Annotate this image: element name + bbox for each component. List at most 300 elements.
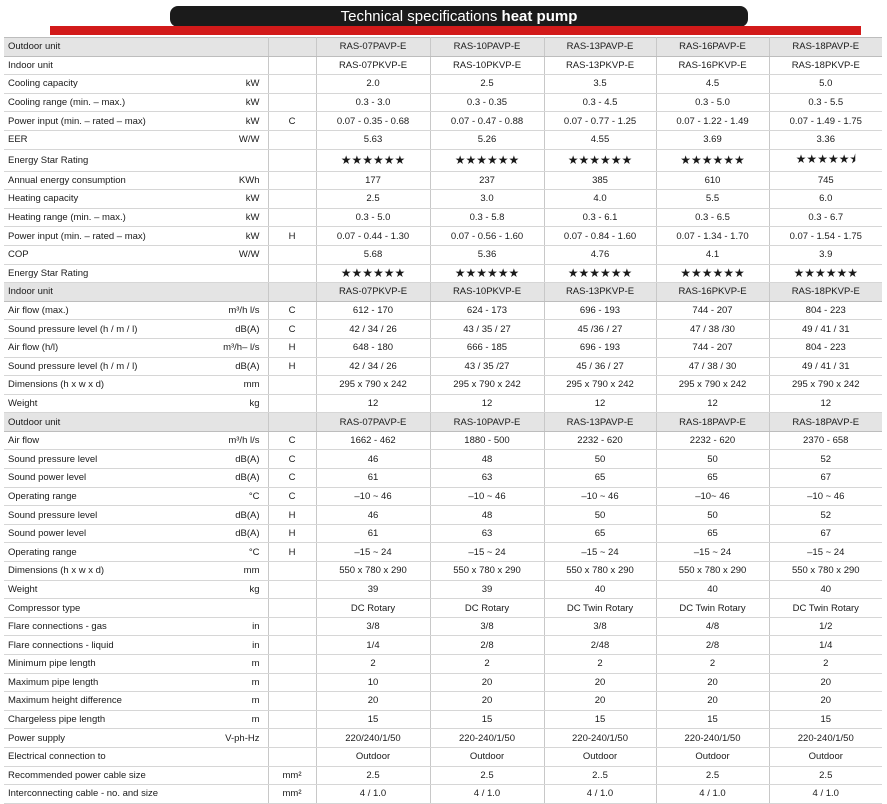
row-unit: m³/h l/s xyxy=(218,301,268,320)
title-normal: Technical specifications xyxy=(340,8,502,25)
value-cell: RAS-10PAVP-E xyxy=(430,413,544,432)
row-unit: m xyxy=(218,692,268,711)
value-cell: 4.1 xyxy=(656,245,769,264)
value-cell: 63 xyxy=(430,524,544,543)
value-cell: 20 xyxy=(769,673,882,692)
value-cell: RAS-16PKVP-E xyxy=(656,283,769,302)
row-label: Minimum pipe length xyxy=(4,655,218,674)
value-cell: 2 xyxy=(316,655,430,674)
value-cell: RAS-07PKVP-E xyxy=(316,283,430,302)
row-label: Energy Star Rating xyxy=(4,264,218,283)
row-label: Annual energy consumption xyxy=(4,171,218,190)
value-cell: 2 xyxy=(430,655,544,674)
row-mode: H xyxy=(268,543,316,562)
row-mode xyxy=(268,56,316,75)
row-unit xyxy=(218,766,268,785)
value-cell: 550 x 780 x 290 xyxy=(544,562,656,581)
value-cell: DC Twin Rotary xyxy=(769,599,882,618)
row-label: Weight xyxy=(4,394,218,413)
value-cell: 220-240/1/50 xyxy=(430,729,544,748)
row-unit: dB(A) xyxy=(218,357,268,376)
row-label: Power input (min. – rated – max) xyxy=(4,227,218,246)
row-label: Indoor unit xyxy=(4,56,218,75)
value-cell: 1880 - 500 xyxy=(430,431,544,450)
value-cell: –15 ~ 24 xyxy=(544,543,656,562)
table-row xyxy=(4,149,882,171)
value-cell: –10 ~ 46 xyxy=(430,487,544,506)
row-unit xyxy=(218,785,268,804)
row-label: Power input (min. – rated – max) xyxy=(4,112,218,131)
row-mode xyxy=(268,636,316,655)
value-cell: 15 xyxy=(316,710,430,729)
value-cell: 5.26 xyxy=(430,130,544,149)
value-cell: 0.07 - 0.84 - 1.60 xyxy=(544,227,656,246)
table-row xyxy=(4,729,882,748)
table-row xyxy=(4,56,882,75)
table-row xyxy=(4,617,882,636)
row-label: Sound pressure level xyxy=(4,450,218,469)
value-cell: 0.3 - 6.5 xyxy=(656,208,769,227)
row-mode xyxy=(268,655,316,674)
row-mode: C xyxy=(268,487,316,506)
value-cell: 0.07 - 0.47 - 0.88 xyxy=(430,112,544,131)
value-cell: 12 xyxy=(656,394,769,413)
row-label: Recommended power cable size xyxy=(4,766,218,785)
row-label: Air flow (max.) xyxy=(4,301,218,320)
row-mode: mm² xyxy=(268,766,316,785)
star-rating: ★★★★★★ xyxy=(544,264,656,283)
value-cell: 52 xyxy=(769,506,882,525)
value-cell: 0.07 - 0.77 - 1.25 xyxy=(544,112,656,131)
value-cell: Outdoor xyxy=(430,747,544,766)
value-cell: 39 xyxy=(316,580,430,599)
row-mode xyxy=(268,190,316,209)
title-bold: heat pump xyxy=(501,8,578,25)
value-cell: 4.0 xyxy=(544,190,656,209)
row-unit xyxy=(218,747,268,766)
value-cell: RAS-13PKVP-E xyxy=(544,56,656,75)
value-cell: 610 xyxy=(656,171,769,190)
row-unit: KWh xyxy=(218,171,268,190)
value-cell: 12 xyxy=(316,394,430,413)
value-cell: DC Twin Rotary xyxy=(656,599,769,618)
value-cell: 40 xyxy=(769,580,882,599)
value-cell: RAS-18PKVP-E xyxy=(769,283,882,302)
value-cell: 0.3 - 5.8 xyxy=(430,208,544,227)
table-row xyxy=(4,524,882,543)
row-mode xyxy=(268,75,316,94)
value-cell: DC Twin Rotary xyxy=(544,599,656,618)
value-cell: RAS-07PAVP-E xyxy=(316,38,430,57)
title-underline xyxy=(50,26,861,35)
value-cell: 15 xyxy=(430,710,544,729)
value-cell: 20 xyxy=(656,673,769,692)
table-row xyxy=(4,171,882,190)
value-cell: 550 x 780 x 290 xyxy=(316,562,430,581)
table-row xyxy=(4,93,882,112)
value-cell: 4.76 xyxy=(544,245,656,264)
value-cell: 63 xyxy=(430,469,544,488)
value-cell: 2370 - 658 xyxy=(769,431,882,450)
row-mode xyxy=(268,692,316,711)
value-cell: 45 /36 / 27 xyxy=(544,320,656,339)
value-cell: 0.07 - 1.54 - 1.75 xyxy=(769,227,882,246)
row-label: Maximum height difference xyxy=(4,692,218,711)
value-cell: 666 - 185 xyxy=(430,338,544,357)
row-mode: H xyxy=(268,524,316,543)
value-cell: 2232 - 620 xyxy=(656,431,769,450)
row-unit: m³/h l/s xyxy=(218,431,268,450)
value-cell: 2/48 xyxy=(544,636,656,655)
star-rating: ★★★★★★ xyxy=(430,264,544,283)
value-cell: Outdoor xyxy=(656,747,769,766)
value-cell: 295 x 790 x 242 xyxy=(769,376,882,395)
value-cell: 295 x 790 x 242 xyxy=(316,376,430,395)
value-cell: 10 xyxy=(316,673,430,692)
value-cell: 696 - 193 xyxy=(544,301,656,320)
value-cell: 40 xyxy=(544,580,656,599)
value-cell: 47 / 38 / 30 xyxy=(656,357,769,376)
value-cell: 61 xyxy=(316,469,430,488)
row-unit: W/W xyxy=(218,245,268,264)
value-cell: 4.5 xyxy=(656,75,769,94)
value-cell: 3.5 xyxy=(544,75,656,94)
row-unit: W/W xyxy=(218,130,268,149)
value-cell: 6.0 xyxy=(769,190,882,209)
value-cell: RAS-13PAVP-E xyxy=(544,413,656,432)
row-label: Operating range xyxy=(4,543,218,562)
value-cell: 220-240/1/50 xyxy=(769,729,882,748)
table-row xyxy=(4,376,882,395)
row-mode xyxy=(268,580,316,599)
table-row xyxy=(4,636,882,655)
row-mode: C xyxy=(268,301,316,320)
row-mode xyxy=(268,599,316,618)
value-cell: 3.69 xyxy=(656,130,769,149)
row-unit: kW xyxy=(218,112,268,131)
value-cell: 47 / 38 /30 xyxy=(656,320,769,339)
row-unit: dB(A) xyxy=(218,320,268,339)
row-label: Energy Star Rating xyxy=(4,149,218,171)
value-cell: 550 x 780 x 290 xyxy=(769,562,882,581)
value-cell: 3.0 xyxy=(430,190,544,209)
row-unit: dB(A) xyxy=(218,506,268,525)
row-mode: C xyxy=(268,469,316,488)
value-cell: 4 / 1.0 xyxy=(316,785,430,804)
table-row xyxy=(4,264,882,283)
value-cell: RAS-18PAVP-E xyxy=(769,38,882,57)
value-cell: DC Rotary xyxy=(316,599,430,618)
row-unit: kg xyxy=(218,580,268,599)
row-unit: kW xyxy=(218,208,268,227)
row-mode: H xyxy=(268,227,316,246)
value-cell: 0.3 - 5.5 xyxy=(769,93,882,112)
value-cell: 2.5 xyxy=(316,766,430,785)
value-cell: 3.36 xyxy=(769,130,882,149)
row-unit: kW xyxy=(218,93,268,112)
value-cell: 0.3 - 6.7 xyxy=(769,208,882,227)
table-row xyxy=(4,487,882,506)
value-cell: 804 - 223 xyxy=(769,338,882,357)
value-cell: 612 - 170 xyxy=(316,301,430,320)
value-cell: 0.07 - 1.22 - 1.49 xyxy=(656,112,769,131)
value-cell: 3/8 xyxy=(544,617,656,636)
value-cell: 2.5 xyxy=(769,766,882,785)
value-cell: 385 xyxy=(544,171,656,190)
row-mode xyxy=(268,208,316,227)
value-cell: 2/8 xyxy=(430,636,544,655)
row-mode: C xyxy=(268,431,316,450)
row-mode xyxy=(268,729,316,748)
value-cell: 61 xyxy=(316,524,430,543)
row-unit xyxy=(218,56,268,75)
table-row xyxy=(4,766,882,785)
value-cell: 0.3 - 3.0 xyxy=(316,93,430,112)
row-mode xyxy=(268,93,316,112)
value-cell: –10~ 46 xyxy=(656,487,769,506)
value-cell: RAS-10PKVP-E xyxy=(430,56,544,75)
value-cell: 15 xyxy=(656,710,769,729)
table-row xyxy=(4,190,882,209)
star-rating: ★★★★★★ xyxy=(656,264,769,283)
row-label: Sound pressure level (h / m / l) xyxy=(4,357,218,376)
value-cell: 550 x 780 x 290 xyxy=(656,562,769,581)
value-cell: 20 xyxy=(544,673,656,692)
row-mode xyxy=(268,747,316,766)
row-label: Flare connections - liquid xyxy=(4,636,218,655)
table-row xyxy=(4,673,882,692)
value-cell: 177 xyxy=(316,171,430,190)
value-cell: 65 xyxy=(544,524,656,543)
row-label: Interconnecting cable - no. and size xyxy=(4,785,218,804)
value-cell: 45 / 36 / 27 xyxy=(544,357,656,376)
value-cell: 2232 - 620 xyxy=(544,431,656,450)
value-cell: 0.07 - 1.34 - 1.70 xyxy=(656,227,769,246)
row-mode: C xyxy=(268,320,316,339)
value-cell: 65 xyxy=(656,469,769,488)
value-cell: 2.5 xyxy=(430,75,544,94)
value-cell: Outdoor xyxy=(316,747,430,766)
row-label: Power supply xyxy=(4,729,218,748)
value-cell: 5.63 xyxy=(316,130,430,149)
row-mode xyxy=(268,562,316,581)
value-cell: –15 ~ 24 xyxy=(430,543,544,562)
value-cell: 50 xyxy=(544,450,656,469)
row-label: EER xyxy=(4,130,218,149)
section-header-row xyxy=(4,283,882,302)
row-label: Sound power level xyxy=(4,469,218,488)
row-mode xyxy=(268,264,316,283)
value-cell: 3.9 xyxy=(769,245,882,264)
table-row xyxy=(4,301,882,320)
value-cell: 804 - 223 xyxy=(769,301,882,320)
value-cell: 49 / 41 / 31 xyxy=(769,320,882,339)
value-cell: 0.3 - 0.35 xyxy=(430,93,544,112)
value-cell: 65 xyxy=(544,469,656,488)
row-label: Dimensions (h x w x d) xyxy=(4,376,218,395)
table-row xyxy=(4,245,882,264)
table-row xyxy=(4,692,882,711)
value-cell: 0.3 - 5.0 xyxy=(316,208,430,227)
star-rating: ★★★★★★ xyxy=(316,149,430,171)
value-cell: 220/240/1/50 xyxy=(316,729,430,748)
row-unit: in xyxy=(218,617,268,636)
value-cell: 12 xyxy=(769,394,882,413)
value-cell: 20 xyxy=(430,673,544,692)
value-cell: 12 xyxy=(544,394,656,413)
row-mode xyxy=(268,283,316,302)
value-cell: 2 xyxy=(769,655,882,674)
value-cell: RAS-18PAVP-E xyxy=(656,413,769,432)
row-label: Heating capacity xyxy=(4,190,218,209)
star-rating: ★★★★★★ xyxy=(769,264,882,283)
row-unit: kW xyxy=(218,190,268,209)
row-mode xyxy=(268,673,316,692)
value-cell: 5.68 xyxy=(316,245,430,264)
value-cell: 39 xyxy=(430,580,544,599)
table-row xyxy=(4,130,882,149)
row-unit: kg xyxy=(218,394,268,413)
row-unit xyxy=(218,38,268,57)
row-label: COP xyxy=(4,245,218,264)
value-cell: RAS-07PKVP-E xyxy=(316,56,430,75)
table-row xyxy=(4,747,882,766)
value-cell: 744 - 207 xyxy=(656,338,769,357)
star-rating: ★★★★★★ xyxy=(316,264,430,283)
row-mode xyxy=(268,617,316,636)
value-cell: 0.3 - 6.1 xyxy=(544,208,656,227)
section-header-row xyxy=(4,413,882,432)
page-title xyxy=(170,6,748,27)
row-unit: V-ph-Hz xyxy=(218,729,268,748)
value-cell: 295 x 790 x 242 xyxy=(430,376,544,395)
star-rating: ★★★★★★ xyxy=(656,149,769,171)
value-cell: 237 xyxy=(430,171,544,190)
table-row xyxy=(4,320,882,339)
value-cell: 50 xyxy=(544,506,656,525)
row-mode xyxy=(268,376,316,395)
row-unit xyxy=(218,149,268,171)
value-cell: DC Rotary xyxy=(430,599,544,618)
row-label: Air flow (h/l) xyxy=(4,338,218,357)
row-label: Dimensions (h x w x d) xyxy=(4,562,218,581)
row-label: Indoor unit xyxy=(4,283,218,302)
value-cell: 48 xyxy=(430,450,544,469)
star-rating: ★★★★★★ xyxy=(430,149,544,171)
row-mode xyxy=(268,245,316,264)
value-cell: 3/8 xyxy=(430,617,544,636)
value-cell: 0.07 - 0.44 - 1.30 xyxy=(316,227,430,246)
row-label: Operating range xyxy=(4,487,218,506)
value-cell: 46 xyxy=(316,506,430,525)
row-label: Compressor type xyxy=(4,599,218,618)
row-unit: mm xyxy=(218,562,268,581)
row-label: Cooling capacity xyxy=(4,75,218,94)
value-cell: 0.07 - 0.35 - 0.68 xyxy=(316,112,430,131)
value-cell: 1/4 xyxy=(316,636,430,655)
row-label: Outdoor unit xyxy=(4,38,218,57)
value-cell: 50 xyxy=(656,506,769,525)
value-cell: 648 - 180 xyxy=(316,338,430,357)
row-unit xyxy=(218,264,268,283)
table-row xyxy=(4,227,882,246)
value-cell: 220-240/1/50 xyxy=(544,729,656,748)
row-mode xyxy=(268,710,316,729)
row-mode: C xyxy=(268,450,316,469)
row-unit: °C xyxy=(218,543,268,562)
row-mode: mm² xyxy=(268,785,316,804)
value-cell: 65 xyxy=(656,524,769,543)
value-cell: 1662 - 462 xyxy=(316,431,430,450)
star-rating: ★★★★★★ xyxy=(544,149,656,171)
value-cell: RAS-16PAVP-E xyxy=(656,38,769,57)
value-cell: 745 xyxy=(769,171,882,190)
value-cell: 220-240/1/50 xyxy=(656,729,769,748)
table-row xyxy=(4,450,882,469)
value-cell: –10 ~ 46 xyxy=(769,487,882,506)
value-cell: –10 ~ 46 xyxy=(316,487,430,506)
value-cell: 42 / 34 / 26 xyxy=(316,320,430,339)
value-cell: RAS-18PKVP-E xyxy=(769,56,882,75)
value-cell: 43 / 35 /27 xyxy=(430,357,544,376)
value-cell: Outdoor xyxy=(769,747,882,766)
row-label: Chargeless pipe length xyxy=(4,710,218,729)
row-unit xyxy=(218,599,268,618)
value-cell: –15 ~ 24 xyxy=(769,543,882,562)
table-row xyxy=(4,357,882,376)
table-row xyxy=(4,338,882,357)
row-unit: m³/h– l/s xyxy=(218,338,268,357)
value-cell: 15 xyxy=(769,710,882,729)
value-cell: 744 - 207 xyxy=(656,301,769,320)
value-cell: 42 / 34 / 26 xyxy=(316,357,430,376)
value-cell: 2.5 xyxy=(316,190,430,209)
row-label: Maximum pipe length xyxy=(4,673,218,692)
value-cell: 48 xyxy=(430,506,544,525)
row-unit: kW xyxy=(218,75,268,94)
row-label: Weight xyxy=(4,580,218,599)
row-label: Outdoor unit xyxy=(4,413,218,432)
row-label: Sound pressure level xyxy=(4,506,218,525)
value-cell: 20 xyxy=(544,692,656,711)
value-cell: 696 - 193 xyxy=(544,338,656,357)
table-row xyxy=(4,431,882,450)
value-cell: 2.5 xyxy=(430,766,544,785)
value-cell: RAS-18PAVP-E xyxy=(769,413,882,432)
value-cell: 0.3 - 5.0 xyxy=(656,93,769,112)
value-cell: 550 x 780 x 290 xyxy=(430,562,544,581)
value-cell: 5.0 xyxy=(769,75,882,94)
value-cell: RAS-07PAVP-E xyxy=(316,413,430,432)
row-unit: m xyxy=(218,710,268,729)
section-header-row xyxy=(4,38,882,57)
row-unit: dB(A) xyxy=(218,469,268,488)
row-label: Cooling range (min. – max.) xyxy=(4,93,218,112)
value-cell: 67 xyxy=(769,469,882,488)
row-mode: C xyxy=(268,112,316,131)
value-cell: 0.3 - 4.5 xyxy=(544,93,656,112)
value-cell: RAS-16PKVP-E xyxy=(656,56,769,75)
table-row xyxy=(4,506,882,525)
row-unit: m xyxy=(218,655,268,674)
row-label: Flare connections - gas xyxy=(4,617,218,636)
value-cell: 2..5 xyxy=(544,766,656,785)
table-row xyxy=(4,394,882,413)
row-mode xyxy=(268,413,316,432)
value-cell: 15 xyxy=(544,710,656,729)
value-cell: 295 x 790 x 242 xyxy=(544,376,656,395)
row-mode xyxy=(268,149,316,171)
